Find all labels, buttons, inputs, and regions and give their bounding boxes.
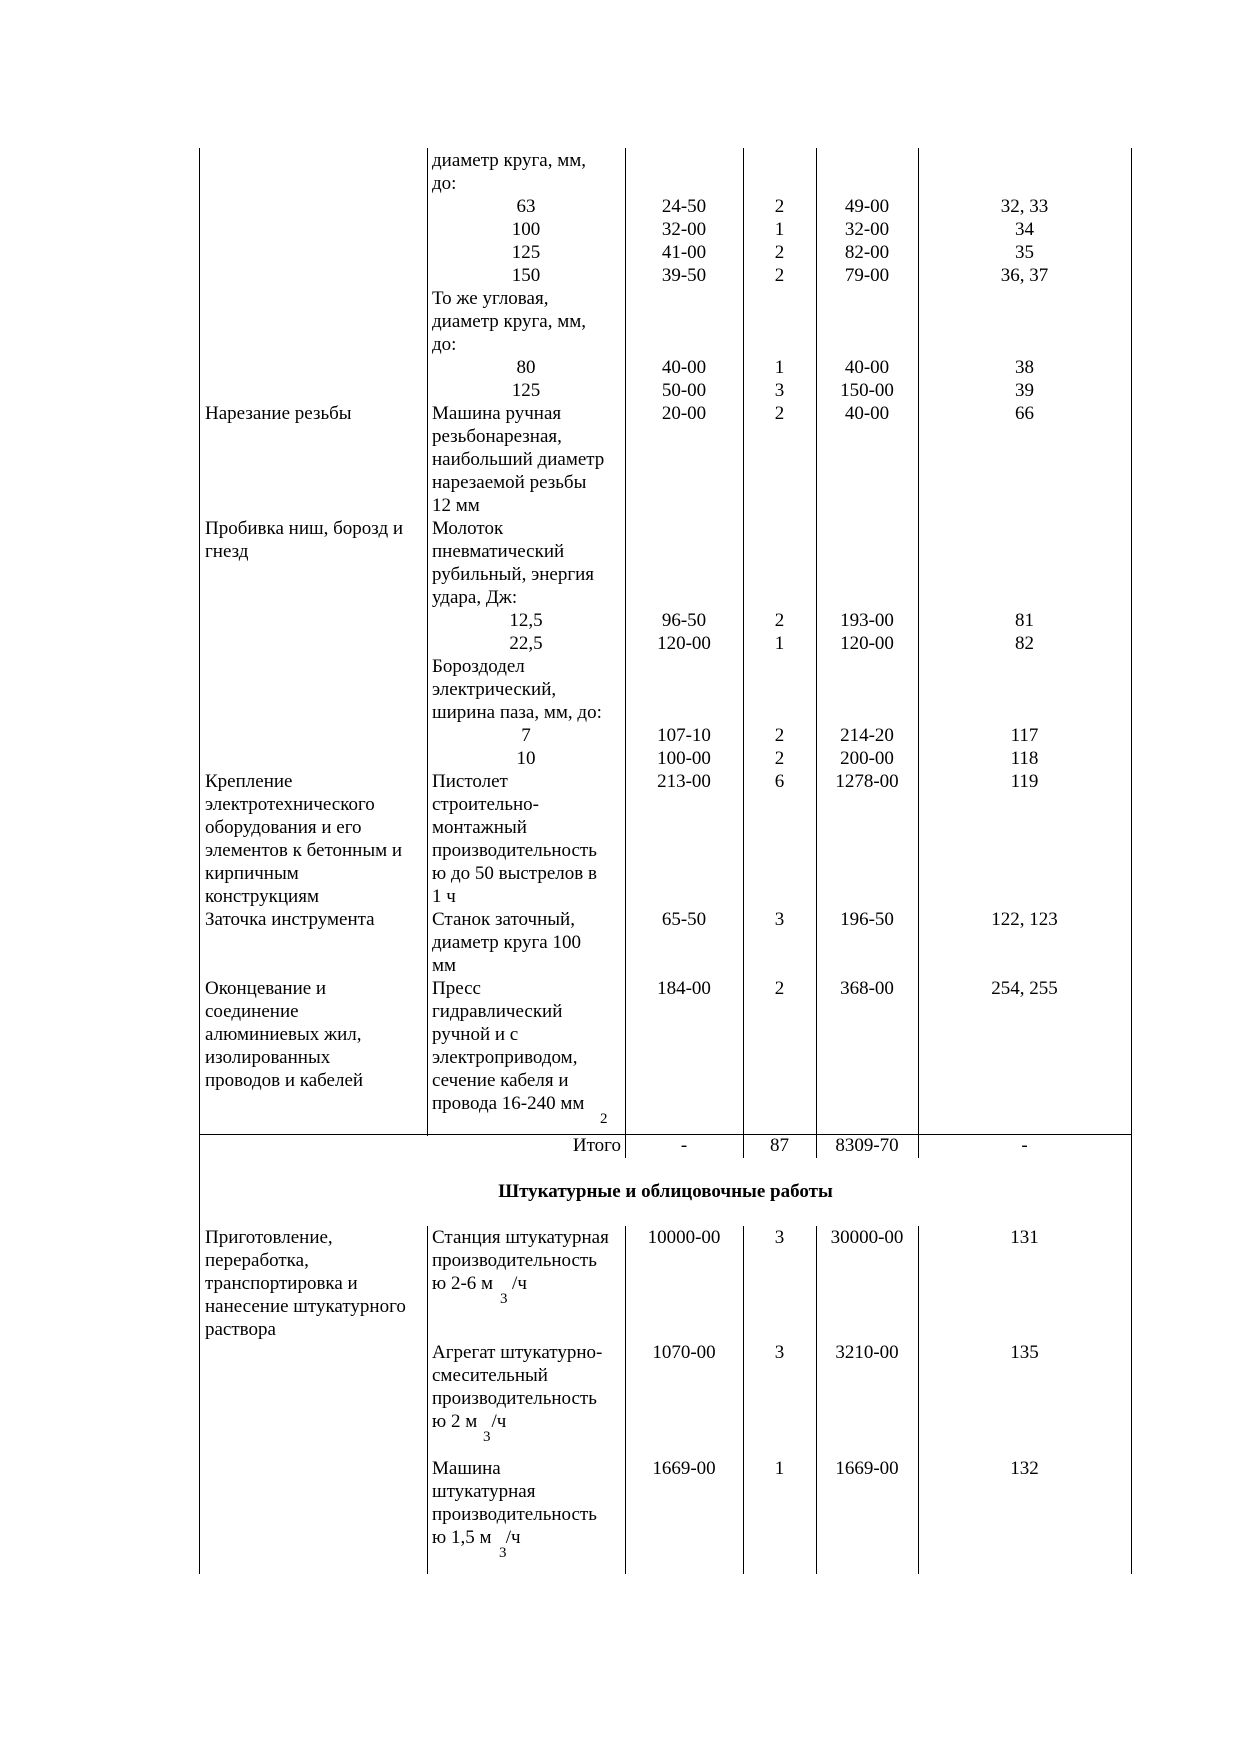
work-text: изолированных bbox=[205, 1047, 331, 1068]
ref-cell: 39 bbox=[1015, 380, 1034, 401]
machine-text: электроприводом, bbox=[432, 1047, 578, 1068]
superscript: 3 bbox=[499, 1545, 507, 1561]
table-col-divider bbox=[625, 1226, 626, 1574]
work-text: алюминиевых жил, bbox=[205, 1024, 362, 1045]
price-cell: 32-00 bbox=[661, 219, 707, 240]
price-cell: 39-50 bbox=[661, 265, 707, 286]
work-text: переработка, bbox=[205, 1250, 309, 1271]
superscript: 3 bbox=[483, 1429, 491, 1445]
work-text: Приготовление, bbox=[205, 1227, 333, 1248]
ref-cell: 135 bbox=[1010, 1342, 1039, 1363]
qty-cell: 1 bbox=[774, 357, 785, 378]
total-label: Итого bbox=[572, 1135, 621, 1156]
qty-cell: 2 bbox=[774, 610, 785, 631]
size-cell: 12,5 bbox=[509, 610, 543, 631]
ref-cell: 81 bbox=[1015, 610, 1034, 631]
sum-cell: 30000-00 bbox=[830, 1227, 904, 1248]
sum-cell: 82-00 bbox=[844, 242, 890, 263]
size-cell: 22,5 bbox=[509, 633, 543, 654]
work-text: соединение bbox=[205, 1001, 299, 1022]
machine-text: сечение кабеля и bbox=[432, 1070, 569, 1091]
work-text: электротехнического bbox=[205, 794, 375, 815]
qty-cell: 6 bbox=[774, 771, 785, 792]
ref-cell: 36, 37 bbox=[1000, 265, 1049, 286]
work-text: Крепление bbox=[205, 771, 293, 792]
price-cell: 20-00 bbox=[661, 403, 707, 424]
machine-text: рубильный, энергия bbox=[432, 564, 595, 585]
work-text: транспортировка и bbox=[205, 1273, 358, 1294]
qty-cell: 2 bbox=[774, 242, 785, 263]
machine-text: гидравлический bbox=[432, 1001, 563, 1022]
price-cell: 65-50 bbox=[661, 909, 707, 930]
price-cell: 184-00 bbox=[657, 978, 711, 999]
ref-cell: 254, 255 bbox=[991, 978, 1058, 999]
ref-cell: 82 bbox=[1015, 633, 1034, 654]
work-text: элементов к бетонным и bbox=[205, 840, 403, 861]
sum-cell: 1669-00 bbox=[835, 1458, 899, 1479]
machine-text: Станция штукатурная bbox=[432, 1227, 609, 1248]
qty-cell: 2 bbox=[774, 978, 785, 999]
machine-text: ю 2 м /ч bbox=[432, 1411, 507, 1432]
qty-cell: 3 bbox=[774, 909, 785, 930]
sum-cell: 193-00 bbox=[840, 610, 894, 631]
size-cell: 7 bbox=[521, 725, 531, 746]
work-text: Пробивка ниш, борозд и bbox=[205, 518, 404, 539]
work-text: нанесение штукатурного bbox=[205, 1296, 406, 1317]
sum-cell: 40-00 bbox=[844, 403, 890, 424]
ref-cell: 34 bbox=[1015, 219, 1034, 240]
machine-text: монтажный bbox=[432, 817, 527, 838]
machine-text: Пресс bbox=[432, 978, 481, 999]
sum-cell: 200-00 bbox=[840, 748, 894, 769]
machine-text: до: bbox=[432, 334, 457, 355]
machine-text: провода 16-240 мм bbox=[432, 1093, 585, 1114]
machine-text: диаметр круга, мм, bbox=[432, 311, 587, 332]
size-cell: 125 bbox=[511, 242, 541, 263]
ref-cell: 119 bbox=[1010, 771, 1039, 792]
machine-text: производительность bbox=[432, 840, 597, 861]
sum-cell: 79-00 bbox=[844, 265, 890, 286]
ref-cell: 35 bbox=[1015, 242, 1034, 263]
qty-cell: 3 bbox=[774, 1227, 785, 1248]
work-text: оборудования и его bbox=[205, 817, 362, 838]
work-text: раствора bbox=[205, 1319, 276, 1340]
ref-cell: 132 bbox=[1010, 1458, 1039, 1479]
machine-text: штукатурная bbox=[432, 1481, 536, 1502]
ref-cell: 118 bbox=[1010, 748, 1039, 769]
qty-cell: 1 bbox=[774, 219, 785, 240]
machine-text: 12 мм bbox=[432, 495, 480, 516]
price-cell: 1070-00 bbox=[652, 1342, 716, 1363]
machine-text: диаметр круга, мм, bbox=[432, 150, 587, 171]
sum-cell: 368-00 bbox=[840, 978, 894, 999]
size-cell: 63 bbox=[516, 196, 536, 217]
table-col-divider bbox=[918, 1226, 919, 1574]
price-cell: 96-50 bbox=[661, 610, 707, 631]
size-cell: 10 bbox=[516, 748, 536, 769]
ref-cell: 32, 33 bbox=[1000, 196, 1049, 217]
ref-cell: 122, 123 bbox=[991, 909, 1058, 930]
machine-text: мм bbox=[432, 955, 457, 976]
work-text: Заточка инструмента bbox=[205, 909, 375, 930]
work-text: кирпичным bbox=[205, 863, 299, 884]
total-sum: 8309-70 bbox=[835, 1135, 899, 1156]
machine-text: до: bbox=[432, 173, 457, 194]
machine-text: пневматический bbox=[432, 541, 565, 562]
superscript: 2 bbox=[600, 1111, 608, 1127]
sum-cell: 120-00 bbox=[840, 633, 894, 654]
work-text: гнезд bbox=[205, 541, 249, 562]
machine-text: ручной и с bbox=[432, 1024, 519, 1045]
machine-text: Пистолет bbox=[432, 771, 508, 792]
machine-text: Бороздодел bbox=[432, 656, 525, 677]
sum-cell: 150-00 bbox=[840, 380, 894, 401]
machine-text: Станок заточный, bbox=[432, 909, 575, 930]
table-col-divider bbox=[743, 1226, 744, 1574]
total-qty: 87 bbox=[770, 1135, 789, 1156]
work-text: Оконцевание и bbox=[205, 978, 327, 999]
table-border-left bbox=[199, 1226, 200, 1574]
machine-text: ю до 50 выстрелов в bbox=[432, 863, 597, 884]
sum-cell: 40-00 bbox=[844, 357, 890, 378]
machine-text: ю 1,5 м /ч bbox=[432, 1527, 521, 1548]
machine-text: производительность bbox=[432, 1504, 597, 1525]
work-text: Нарезание резьбы bbox=[205, 403, 352, 424]
table-border-left bbox=[199, 148, 200, 1158]
price-cell: 1669-00 bbox=[652, 1458, 716, 1479]
machine-text: смесительный bbox=[432, 1365, 548, 1386]
machine-text: удара, Дж: bbox=[432, 587, 518, 608]
machine-text: производительность bbox=[432, 1388, 597, 1409]
table-col-divider bbox=[427, 1226, 428, 1574]
qty-cell: 2 bbox=[774, 403, 785, 424]
machine-text: электрический, bbox=[432, 679, 557, 700]
price-cell: 50-00 bbox=[661, 380, 707, 401]
price-cell: 40-00 bbox=[661, 357, 707, 378]
size-cell: 80 bbox=[516, 357, 536, 378]
table-border-right bbox=[1131, 148, 1132, 1158]
section-title: Штукатурные и облицовочные работы bbox=[498, 1181, 833, 1202]
qty-cell: 2 bbox=[774, 748, 785, 769]
machine-text: наибольший диаметр bbox=[432, 449, 605, 470]
qty-cell: 2 bbox=[774, 196, 785, 217]
price-cell: 10000-00 bbox=[647, 1227, 721, 1248]
sum-cell: 196-50 bbox=[840, 909, 894, 930]
machine-text: производительность bbox=[432, 1250, 597, 1271]
machine-text: Машина bbox=[432, 1458, 501, 1479]
price-cell: 41-00 bbox=[661, 242, 707, 263]
table-col-divider bbox=[816, 1226, 817, 1574]
machine-text: нарезаемой резьбы bbox=[432, 472, 587, 493]
ref-cell: 131 bbox=[1010, 1227, 1039, 1248]
work-text: конструкциям bbox=[205, 886, 319, 907]
machine-text: Агрегат штукатурно- bbox=[432, 1342, 603, 1363]
total-price: - bbox=[680, 1135, 688, 1156]
machine-text: резьбонарезная, bbox=[432, 426, 562, 447]
machine-text: диаметр круга 100 bbox=[432, 932, 581, 953]
price-cell: 120-00 bbox=[657, 633, 711, 654]
machine-text: строительно- bbox=[432, 794, 540, 815]
sum-cell: 49-00 bbox=[844, 196, 890, 217]
total-ref: - bbox=[1021, 1135, 1028, 1156]
size-cell: 100 bbox=[511, 219, 541, 240]
price-cell: 107-10 bbox=[657, 725, 711, 746]
ref-cell: 66 bbox=[1015, 403, 1034, 424]
superscript: 3 bbox=[500, 1291, 508, 1307]
work-text: проводов и кабелей bbox=[205, 1070, 364, 1091]
qty-cell: 3 bbox=[774, 380, 785, 401]
price-cell: 24-50 bbox=[661, 196, 707, 217]
price-cell: 213-00 bbox=[657, 771, 711, 792]
qty-cell: 3 bbox=[774, 1342, 785, 1363]
sum-cell: 214-20 bbox=[840, 725, 894, 746]
qty-cell: 1 bbox=[774, 633, 785, 654]
size-cell: 125 bbox=[511, 380, 541, 401]
sum-cell: 3210-00 bbox=[835, 1342, 899, 1363]
price-cell: 100-00 bbox=[657, 748, 711, 769]
qty-cell: 2 bbox=[774, 265, 785, 286]
machine-text: Молоток bbox=[432, 518, 504, 539]
machine-text: ю 2-6 м /ч bbox=[432, 1273, 527, 1294]
ref-cell: 38 bbox=[1015, 357, 1034, 378]
qty-cell: 2 bbox=[774, 725, 785, 746]
qty-cell: 1 bbox=[774, 1458, 785, 1479]
ref-cell: 117 bbox=[1010, 725, 1039, 746]
table-border-right bbox=[1131, 1226, 1132, 1574]
size-cell: 150 bbox=[511, 265, 541, 286]
machine-text: Машина ручная bbox=[432, 403, 562, 424]
machine-text: 1 ч bbox=[432, 886, 456, 907]
machine-text: ширина паза, мм, до: bbox=[432, 702, 602, 723]
sum-cell: 1278-00 bbox=[835, 771, 899, 792]
sum-cell: 32-00 bbox=[844, 219, 890, 240]
machine-text: То же угловая, bbox=[432, 288, 549, 309]
